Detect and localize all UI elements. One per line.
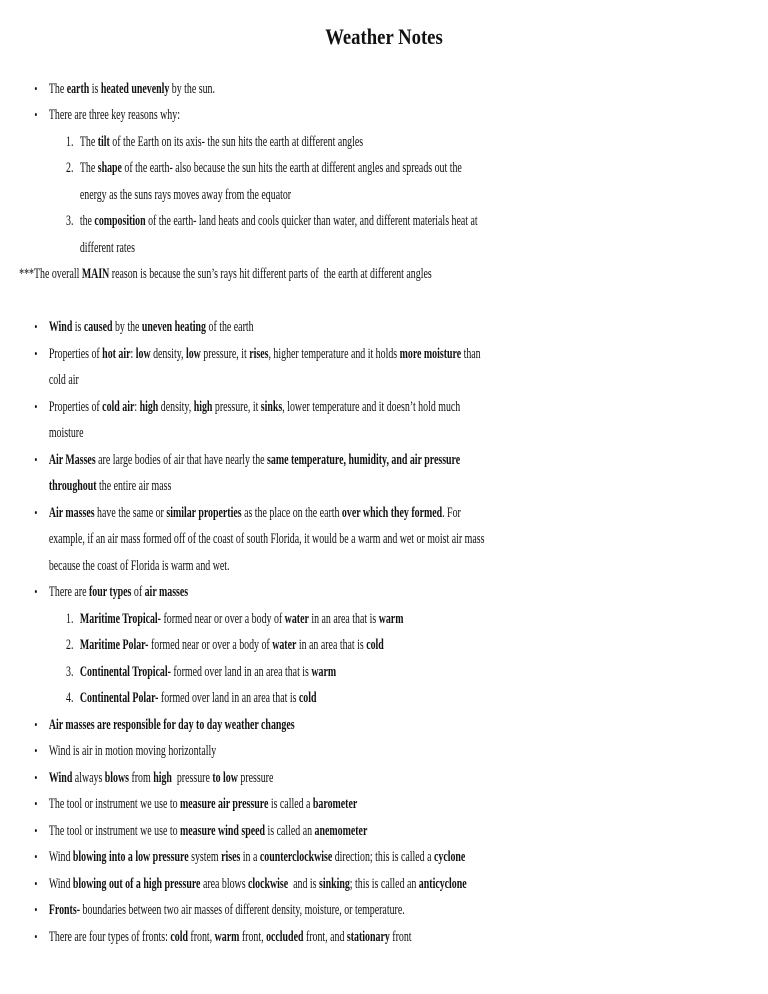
text-run: There are three key reasons why: [48,107,180,124]
bold-text: warm [214,928,240,945]
bold-text: high [193,398,213,415]
bold-text: Continental Polar- [79,690,159,707]
text-run: example, if an air mass formed off of the coast of south Florida, it would be a warm and wet or moist air mass [48,531,485,548]
text-run: in an area that is [296,637,367,654]
text-run: The tool or instrument we use to [48,796,180,813]
numbered-item [0,155,768,208]
text-line [0,924,768,951]
line-text [49,553,230,580]
bold-text: caused [83,319,113,336]
text-run: of the earth [206,319,254,336]
line-text [49,897,405,924]
bold-text: cold [366,637,384,654]
text-line [0,844,768,871]
bold-text: cold [298,690,317,707]
numbered-item [0,659,768,686]
bullet-marker: • [34,584,38,600]
text-run: formed over land in an area that is [170,663,312,680]
text-line [0,76,768,103]
text-line [0,500,768,527]
bold-text: hot air [102,345,131,362]
line-text [49,314,254,341]
line-text [49,473,171,500]
bold-text: warm [311,663,337,680]
text-run: and is [288,875,319,892]
text-run: . For [442,504,461,521]
bold-text: Wind [48,769,73,786]
text-run: area blows [200,875,249,892]
bold-text: Maritime Polar- [79,637,149,654]
line-text [80,155,462,182]
text-line [0,738,768,765]
list-number: 3. [66,213,74,230]
bold-text: stationary [346,928,390,945]
bold-text: high [139,398,159,415]
list-number: 2. [66,160,74,177]
text-line [0,447,768,474]
bold-text: low [135,345,151,362]
text-line [0,526,768,553]
text-line [0,553,768,580]
text-run: pressure [237,769,274,786]
bullet-marker: • [34,80,38,96]
bold-text: warm [378,610,404,627]
text-run: formed over land in an area that is [158,690,299,707]
bullet-item [0,341,768,394]
line-text [49,420,84,447]
line-text [49,791,357,818]
bold-text: anticyclone [418,875,467,892]
text-run: than [461,345,481,362]
line-text [49,579,188,606]
bullet-marker: • [34,716,38,732]
text-run: the [79,213,95,230]
bullet-marker: • [34,504,38,520]
text-run: by the [112,319,142,336]
bold-text: water [284,610,309,627]
text-line [0,208,768,235]
bullet-marker: • [34,902,38,918]
bullet-item [0,818,768,845]
text-line [0,367,768,394]
text-run: , lower temperature and it doesn’t hold much [282,398,461,415]
text-run: of [131,584,145,601]
line-text [49,924,412,951]
text-run: Properties of [48,345,103,362]
text-run: of the Earth on its axis- the sun hits the earth at different angles [109,133,364,150]
text-run: in an area that is [308,610,379,627]
text-run: front, and [303,928,347,945]
text-run: : [130,345,136,362]
text-run: : [134,398,140,415]
text-run: different rates [79,239,135,256]
text-run: is [89,80,101,97]
blank-line [0,288,768,315]
line-text [80,632,384,659]
text-run: energy as the suns rays moves away from the equator [79,186,292,203]
bullet-item [0,712,768,739]
text-run: moisture [48,425,84,442]
bold-text: similar properties [166,504,242,521]
bold-text: uneven heating [141,319,207,336]
note-paragraph [0,261,768,288]
line-text [49,526,485,553]
text-run: The [48,80,67,97]
bullet-marker: • [34,107,38,123]
text-run: cold air [48,372,79,389]
text-line [0,871,768,898]
bold-text: high [153,769,172,786]
line-text [80,235,135,262]
text-run: is called a [268,796,313,813]
text-run: always [72,769,105,786]
line-text [49,765,274,792]
document-body [0,76,768,951]
bullet-marker: • [34,345,38,361]
text-run: pressure, it [200,345,250,362]
bold-text: cold [170,928,188,945]
line-text [49,394,460,421]
bold-text: Wind [48,319,73,336]
line-text [80,182,291,209]
text-line [0,579,768,606]
bold-text: sinks [260,398,283,415]
bold-text: measure wind speed [179,822,266,839]
text-run: There are [48,584,89,601]
text-run: Wind is air in motion moving horizontally [48,743,217,760]
list-number: 2. [66,637,74,654]
text-run: direction; this is called a [332,849,434,866]
line-text [49,447,460,474]
bold-text: cold air [102,398,135,415]
bullet-item [0,924,768,951]
line-text [49,367,79,394]
bold-text: four types [88,584,132,601]
text-line [0,897,768,924]
bold-text: low [185,345,201,362]
text-run: of the earth- also because the sun hits the earth at different angles and spreads out the [121,160,462,177]
bold-text: Air masses are responsible for day to day weather changes [48,716,295,733]
bullet-item [0,765,768,792]
text-run: pressure [171,769,213,786]
text-run: formed near or over a body of [148,637,273,654]
page-title: Weather Notes [325,24,443,49]
text-run: The [79,160,98,177]
line-text [80,685,317,712]
text-run: from [128,769,154,786]
text-run: ***The overall [19,266,82,283]
bullet-item [0,871,768,898]
text-run: pressure, it [212,398,261,415]
bold-text: tilt [97,133,110,150]
bold-text: Continental Tropical- [79,663,171,680]
text-run: density, [150,345,186,362]
bullet-item [0,897,768,924]
text-run: is [72,319,84,336]
bullet-item [0,579,768,606]
bullet-marker: • [34,451,38,467]
text-line [0,235,768,262]
bullet-marker: • [34,849,38,865]
line-text [49,341,481,368]
bold-text: occluded [266,928,304,945]
line-text [80,208,478,235]
numbered-item [0,208,768,261]
line-text [49,844,465,871]
line-text [49,102,180,129]
text-run: Wind [48,849,73,866]
line-text [49,871,467,898]
text-run: density, [158,398,194,415]
bold-text: Fronts- [48,902,81,919]
text-run: There are four types of fronts: [48,928,171,945]
text-line [0,712,768,739]
bold-text: water [272,637,297,654]
numbered-item [0,632,768,659]
bullet-marker: • [34,928,38,944]
text-run: Properties of [48,398,103,415]
bold-text: air masses [144,584,189,601]
text-run: boundaries between two air masses of different density, moisture, or temperature. [80,902,405,919]
bullet-item [0,791,768,818]
text-line [0,288,768,315]
bullet-item [0,844,768,871]
text-run: reason is because the sun’s rays hit different parts of the earth at different angles [109,266,432,283]
text-line [0,632,768,659]
bullet-item [0,314,768,341]
text-line [0,659,768,686]
line-text [80,659,336,686]
bullet-marker: • [34,796,38,812]
bullet-marker: • [34,769,38,785]
bold-text: blowing out of a high pressure [72,875,201,892]
line-text [49,818,368,845]
bold-text: heated unevenly [100,80,170,97]
text-line [0,261,768,288]
list-number: 4. [66,690,74,707]
text-run: of the earth- land heats and cools quicker than water, and different materials heat at [145,213,478,230]
bullet-item [0,447,768,500]
text-run: as the place on the earth [241,504,342,521]
bold-text: MAIN [81,266,110,283]
bullet-item [0,500,768,580]
bullet-item [0,102,768,129]
line-text [80,129,363,156]
line-text [19,261,432,288]
bold-text: to low [212,769,238,786]
bold-text: sinking [318,875,350,892]
text-run: , higher temperature and it holds [268,345,400,362]
text-run: because the coast of Florida is warm and wet. [48,557,230,574]
text-line [0,129,768,156]
text-run: front, [187,928,215,945]
text-line [0,314,768,341]
line-text [80,606,404,633]
bold-text: blowing into a low pressure [72,849,189,866]
text-line [0,182,768,209]
line-text [49,712,295,739]
list-number: 1. [66,133,74,150]
bullet-marker: • [34,743,38,759]
text-line [0,765,768,792]
bold-text: Air Masses [48,451,96,468]
bold-text: measure air pressure [179,796,269,813]
bold-text: barometer [312,796,358,813]
numbered-item [0,606,768,633]
text-run: The [79,133,98,150]
bold-text: earth [66,80,90,97]
text-line [0,818,768,845]
bold-text: shape [97,160,122,177]
text-run: is called an [265,822,315,839]
bullet-marker: • [34,398,38,414]
text-line [0,420,768,447]
bold-text: clockwise [248,875,289,892]
text-run: in a [240,849,260,866]
bold-text: throughout [48,478,97,495]
text-line [0,341,768,368]
text-run: Wind [48,875,73,892]
bullet-marker: • [34,319,38,335]
bold-text: Maritime Tropical- [79,610,161,627]
text-line [0,606,768,633]
numbered-item [0,129,768,156]
line-text [49,76,215,103]
text-run: front, [239,928,267,945]
bold-text: counterclockwise [259,849,333,866]
bullet-marker: • [34,822,38,838]
text-line [0,473,768,500]
text-run: by the sun. [169,80,215,97]
text-run: are large bodies of air that have nearly the [95,451,268,468]
bold-text: cyclone [433,849,466,866]
text-line [0,102,768,129]
text-run: the entire air mass [96,478,172,495]
bullet-item [0,738,768,765]
text-run: system [188,849,222,866]
text-run: The tool or instrument we use to [48,822,180,839]
text-line [0,791,768,818]
text-run: have the same or [94,504,167,521]
text-line [0,685,768,712]
text-run: ; this is called an [349,875,419,892]
bold-text: Air masses [48,504,95,521]
bullet-marker: • [34,875,38,891]
bold-text: rises [221,849,241,866]
line-text [49,738,216,765]
line-text [49,500,461,527]
bold-text: composition [94,213,146,230]
bullet-item [0,76,768,103]
list-number: 1. [66,610,74,627]
bold-text: more moisture [399,345,462,362]
text-line [0,394,768,421]
bullet-item [0,394,768,447]
bold-text: rises [249,345,269,362]
bold-text: anemometer [314,822,368,839]
text-line [0,155,768,182]
bold-text: over which they formed [341,504,443,521]
text-run: formed near or over a body of [160,610,285,627]
bold-text: same temperature, humidity, and air pressure [267,451,461,468]
text-run: front [389,928,412,945]
bold-text: blows [104,769,129,786]
list-number: 3. [66,663,74,680]
numbered-item [0,685,768,712]
